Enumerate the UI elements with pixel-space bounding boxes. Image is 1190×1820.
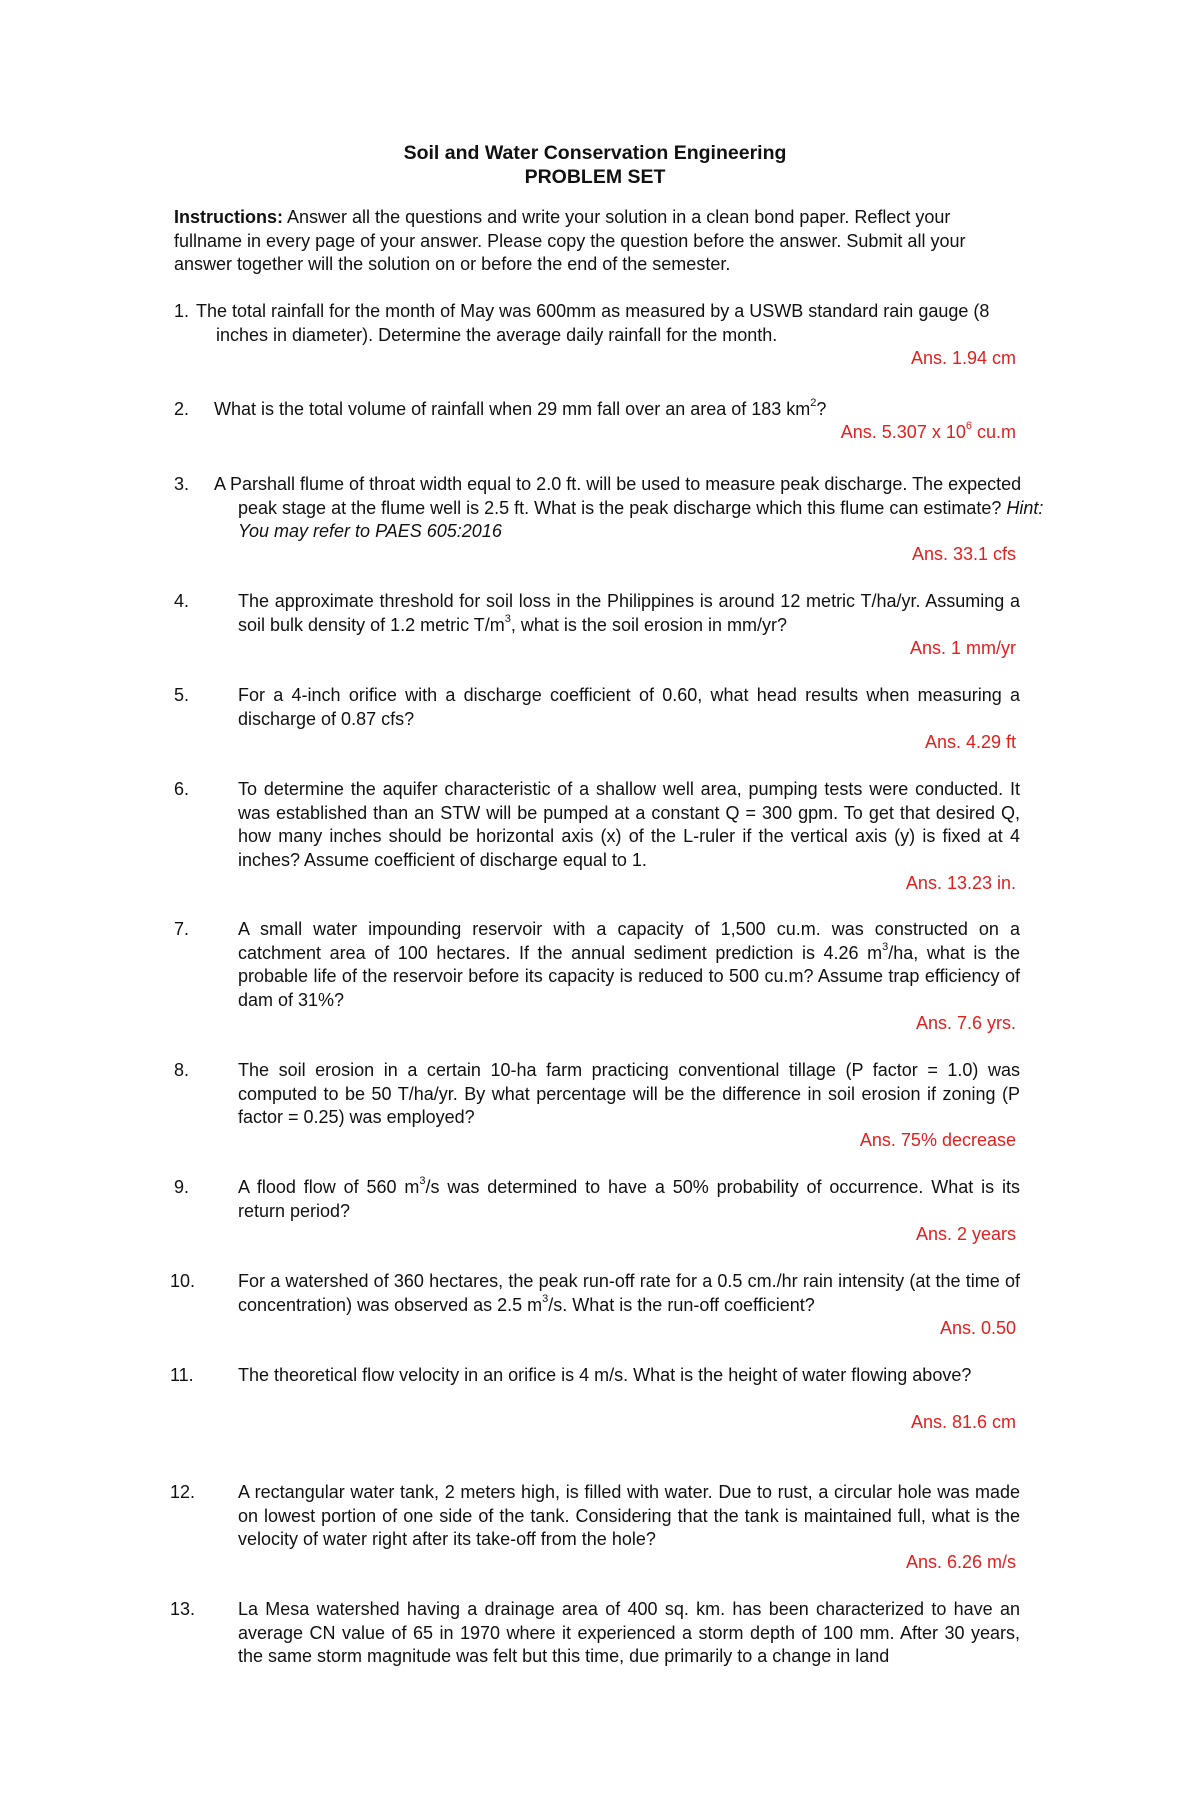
document-title: Soil and Water Conservation Engineering [403,142,787,164]
answer: Ans. 75% decrease [859,1130,1016,1150]
instructions-label: Instructions: [174,207,284,227]
answer: Ans. 1 mm/yr [909,638,1016,658]
question-text: For a watershed of 360 hectares, the peak run-off rate for a 0.5 cm./hr rain intensity (at the time of concentration) was observed as 2.5 $m^3/s$. What is the run-off coefficient? [238,1271,1020,1315]
question-number: 10. [170,1271,196,1291]
answer: Ans. 2 years [915,1224,1016,1244]
question-text: A small water impounding reservoir with a capacity of 1,500 cu.m. was constructed on a catchment area of 100 hectares. If the annual sediment prediction is 4.26 $m^3/ha$, what is the probable life of the reservoir before its capacity is reduced to 500 cu.m? Assume trap efficiency of dam of 31%? [238,919,1020,1010]
answer: Ans. 13.23 in. [905,873,1016,893]
question-number: 6. [174,779,190,799]
question-text: For a 4-inch orifice with a discharge coefficient of 0.60, what head results when measuring a discharge of 0.87 cfs? [238,685,1020,729]
question-number: 8. [174,1060,190,1080]
answer: Ans. 1.94 cm [910,348,1016,368]
question-number: 2. [174,399,190,419]
question-number: 4. [174,591,190,611]
document-subtitle: PROBLEM SET [524,166,666,188]
question-text: To determine the aquifer characteristic of a shallow well area, pumping tests were conducted. It was established than an STW will be pumped at a constant Q = 300 gpm. To get that desired Q, how many inches should be horizontal axis (x) of the L-ruler if the vertical axis (y) is fixed at 4 inches? Assume coefficient of discharge equal to 1. [238,779,1020,870]
question-number: 5. [174,685,190,705]
question-text: The theoretical flow velocity in an orifice is 4 m/s. What is the height of water flowing above? [238,1365,972,1385]
question-text: A rectangular water tank, 2 meters high, is filled with water. Due to rust, a circular hole was made on lowest portion of one side of the tank. Considering that the tank is maintained full, what is the velocity of water right after its take-off from the hole? [238,1482,1020,1549]
answer: Ans. 6.26 m/s [905,1552,1016,1572]
instructions-text: Answer all the questions and write your solution in a clean bond paper. Reflect your fullname in every page of your answer. Please copy the question before the answer. Submit all your answer together will the solution on or before the end of the semester. [174,207,966,274]
question-text: A flood flow of 560 $m^3/s$ was determined to have a 50% probability of occurrence. What is its return period? [238,1175,1020,1221]
answer: Ans. 81.6 cm [910,1412,1016,1432]
answer: Ans. 7.6 yrs. [915,1013,1016,1033]
question-text: A Parshall flume of throat width equal to 2.0 ft. will be used to measure peak discharge. The expected peak stage at the flume well is 2.5 ft. What is the peak discharge which this flume can estimate? Hint: You may refer to PAES 605:2016 [214,474,1044,541]
question-text: La Mesa watershed having a drainage area of 400 sq. km. has been characterized to have an average CN value of 65 in 1970 where it experienced a storm depth of 100 mm. After 30 years, the same storm magnitude was felt but this time, due primarily to a change in land [238,1599,1020,1666]
question-text: The soil erosion in a certain 10-ha farm practicing conventional tillage (P factor = 1.0) was computed to be 50 T/ha/yr. By what percentage will be the difference in soil erosion if zoning (P factor = 0.25) was employed? [238,1060,1020,1127]
answer: Ans. 33.1 cfs [911,544,1016,564]
instructions [174,206,1020,277]
question-text: The total rainfall for the month of May was 600mm as measured by a USWB standard rain gauge (8 inches in diameter). Determine the average daily rainfall for the month. [196,301,990,345]
question-number: 1. [174,301,190,321]
hint-text: Hint: You may refer to PAES 605:2016 [238,497,1044,541]
question-text: The approximate threshold for soil loss in the Philippines is around 12 metric T/ha/yr. Assuming a soil bulk density of 1.2 metric $T/m^3$, what is the soil erosion in mm/yr? [238,591,1020,635]
answer: Ans. 4.29 ft [924,732,1016,752]
question-number: 12. [170,1482,196,1502]
question-number: 11. [170,1365,194,1385]
answer: Ans. 0.50 [939,1318,1016,1338]
question-number: 13. [170,1599,196,1619]
question-number: 3. [174,474,190,494]
question-number: 9. [174,1177,190,1197]
question-text: What is the total volume of rainfall when 29 mm fall over an area of 183 $km^2$? [214,397,827,419]
answer: Ans. 5.307 x $10^6$ cu.m [840,420,1016,442]
question-number: 7. [174,919,190,939]
